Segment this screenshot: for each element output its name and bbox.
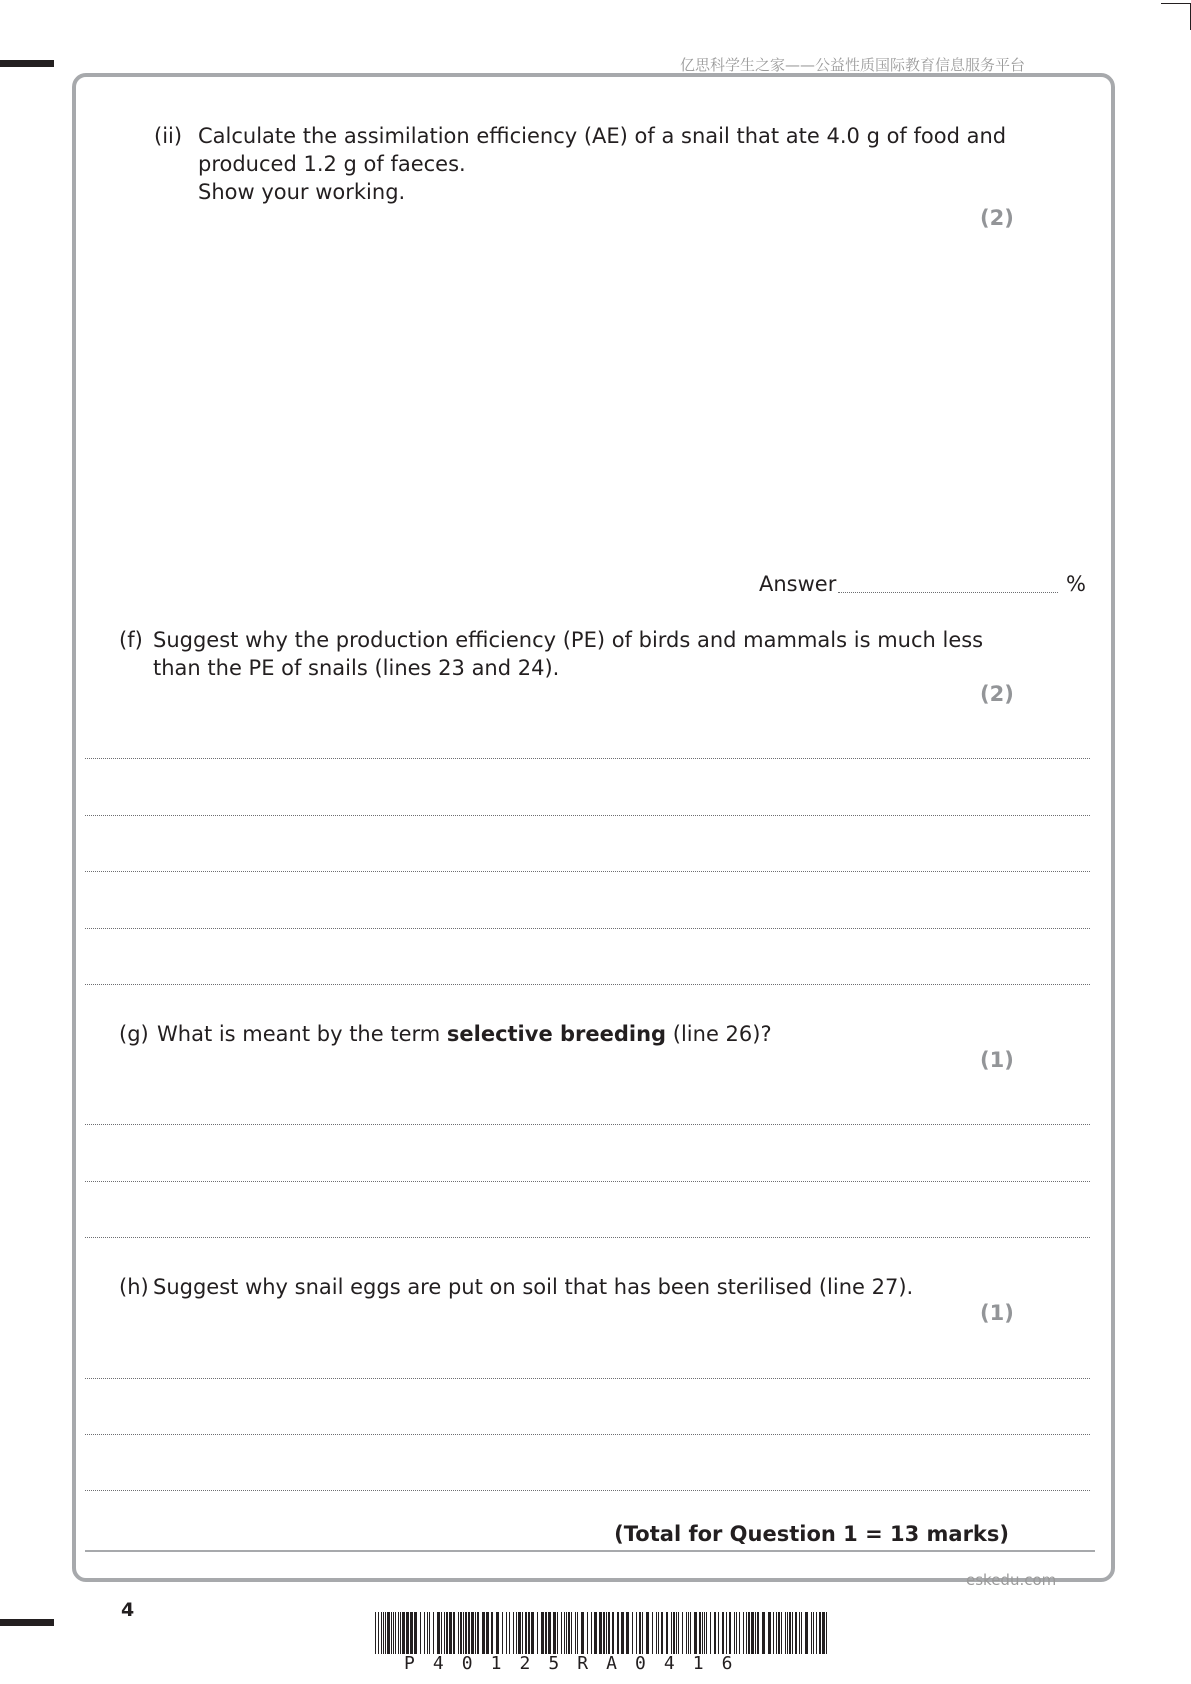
barcode-bar [424, 1612, 425, 1654]
barcode-bar [581, 1612, 584, 1654]
barcode-bar [822, 1612, 825, 1654]
barcode-bar [603, 1612, 605, 1654]
answer-line-f-3[interactable] [85, 871, 1090, 872]
barcode-bar [606, 1612, 607, 1654]
barcode-bar [528, 1612, 530, 1654]
answer-line-g-3[interactable] [85, 1237, 1090, 1238]
question-e-ii-line2: produced 1.2 g of faeces. [198, 152, 466, 176]
barcode-bar [813, 1612, 814, 1654]
barcode-bar [458, 1612, 459, 1654]
barcode-bar [414, 1612, 417, 1654]
barcode-bar [799, 1612, 800, 1654]
barcode-bar [599, 1612, 602, 1654]
barcode-bar [666, 1612, 668, 1654]
barcode-bar [718, 1612, 719, 1654]
barcode-bar [688, 1612, 689, 1654]
barcode-bar [518, 1612, 521, 1654]
barcode-bar [781, 1612, 782, 1654]
barcode-bar [757, 1612, 759, 1654]
edge-mark-top [0, 60, 54, 67]
barcode-bar [722, 1612, 724, 1654]
question-e-ii-line3: Show your working. [198, 180, 406, 204]
barcode-bar [676, 1612, 677, 1654]
question-e-ii-label: (ii) [154, 124, 183, 148]
barcode-bar [402, 1612, 405, 1654]
answer-line-f-2[interactable] [85, 815, 1090, 816]
barcode-bar [561, 1612, 562, 1654]
barcode-bar [671, 1612, 672, 1654]
barcode-bar [385, 1612, 386, 1654]
answer-line-h-2[interactable] [85, 1434, 1090, 1435]
barcode-bar [391, 1612, 392, 1654]
question-g-text-after: (line 26)? [666, 1022, 772, 1046]
barcode-bar [762, 1612, 765, 1654]
barcode-bar [475, 1612, 476, 1654]
barcode-bar [375, 1612, 376, 1654]
question-f-label: (f) [119, 628, 143, 652]
barcode-bar [381, 1612, 382, 1654]
barcode-bar [682, 1612, 683, 1654]
watermark-top: 亿思科学生之家——公益性质国际教育信息服务平台 [680, 56, 1026, 74]
barcode-bar [387, 1612, 390, 1654]
barcode-bar [816, 1612, 817, 1654]
barcode-bar [661, 1612, 663, 1654]
question-e-ii-line1: Calculate the assimilation efficiency (AE) of a snail that ate 4.0 g of food and [198, 124, 1007, 148]
barcode-bar [617, 1612, 619, 1654]
barcode-bar [486, 1612, 489, 1654]
barcode-bar [525, 1612, 527, 1654]
barcode-bar [429, 1612, 430, 1654]
barcode-bar [773, 1612, 774, 1654]
barcode-bar [699, 1612, 701, 1654]
barcode-bar [748, 1612, 750, 1654]
barcode-bar [513, 1612, 514, 1654]
barcode-bar [427, 1612, 428, 1654]
barcode-bar [437, 1612, 440, 1654]
barcode-bar [743, 1612, 744, 1654]
barcode-bar [608, 1612, 610, 1654]
barcode-bar [548, 1612, 551, 1654]
barcode-bar [463, 1612, 464, 1654]
barcode-bar [509, 1612, 510, 1654]
barcode-bar [571, 1612, 572, 1654]
barcode-bar [755, 1612, 756, 1654]
barcode-bar [768, 1612, 771, 1654]
barcode-bar [406, 1612, 409, 1654]
barcode-bar [736, 1612, 737, 1654]
barcode-bar [477, 1612, 479, 1654]
barcode-bar [575, 1612, 576, 1654]
barcode-bar [789, 1612, 791, 1654]
barcode-bar [646, 1612, 649, 1654]
barcode-bar [746, 1612, 747, 1654]
barcode-bar [587, 1612, 588, 1654]
answer-line-g-2[interactable] [85, 1181, 1090, 1182]
barcode-bar [656, 1612, 657, 1654]
watermark-bottom: eskedu.com [966, 1571, 1057, 1589]
answer-line-g-1[interactable] [85, 1124, 1090, 1125]
barcode-bar [795, 1612, 797, 1654]
barcode-bar [636, 1612, 637, 1654]
barcode-bar [516, 1612, 517, 1654]
barcode-bar [734, 1612, 735, 1654]
answer-input-line[interactable] [838, 592, 1058, 593]
barcode-bar [726, 1612, 727, 1654]
question-f-marks: (2) [980, 682, 1014, 706]
barcode-bar [545, 1612, 547, 1654]
barcode-bar [378, 1612, 379, 1654]
barcode-bar [632, 1612, 633, 1654]
answer-line-f-4[interactable] [85, 928, 1090, 929]
barcode [375, 1612, 827, 1654]
barcode-bar [553, 1612, 556, 1654]
barcode-bar [686, 1612, 687, 1654]
answer-label: Answer [759, 572, 837, 596]
answer-line-f-1[interactable] [85, 758, 1090, 759]
barcode-bar [652, 1612, 653, 1654]
barcode-bar [702, 1612, 703, 1654]
answer-line-f-5[interactable] [85, 984, 1090, 985]
answer-unit: % [1066, 572, 1086, 596]
answer-line-h-1[interactable] [85, 1378, 1090, 1379]
barcode-bar [778, 1612, 780, 1654]
question-h-marks: (1) [980, 1301, 1014, 1325]
barcode-bar [541, 1612, 544, 1654]
question-f-line1: Suggest why the production efficiency (PE) of birds and mammals is much less [153, 628, 984, 652]
barcode-bar [449, 1612, 452, 1654]
barcode-bar [594, 1612, 597, 1654]
barcode-bar [460, 1612, 462, 1654]
barcode-bar [591, 1612, 592, 1654]
barcode-bar [468, 1612, 470, 1654]
question-f-line2: than the PE of snails (lines 23 and 24). [153, 656, 560, 680]
total-marks: (Total for Question 1 = 13 marks) [614, 1522, 1009, 1546]
page-frame [72, 73, 1115, 1582]
barcode-bar [446, 1612, 448, 1654]
question-g-marks: (1) [980, 1048, 1014, 1072]
barcode-bar [383, 1612, 384, 1654]
question-e-ii-marks: (2) [980, 206, 1014, 230]
barcode-bar [465, 1612, 467, 1654]
barcode-bar [811, 1612, 812, 1654]
barcode-bar [557, 1612, 558, 1654]
barcode-bar [776, 1612, 777, 1654]
barcode-bar [433, 1612, 434, 1654]
barcode-bar [673, 1612, 675, 1654]
barcode-bar [626, 1612, 629, 1654]
total-divider [85, 1550, 1095, 1552]
barcode-bar [522, 1612, 523, 1654]
page-number: 4 [121, 1599, 135, 1621]
barcode-bar [453, 1612, 455, 1654]
barcode-bar [801, 1612, 802, 1654]
barcode-bar [496, 1612, 499, 1654]
barcode-bar [444, 1612, 445, 1654]
edge-mark-bottom [0, 1619, 54, 1626]
barcode-bar [710, 1612, 711, 1654]
barcode-bar [621, 1612, 624, 1654]
question-g-term: selective breeding [446, 1022, 667, 1046]
barcode-text: P 4 0 1 2 5 R A 0 4 1 6 [404, 1653, 737, 1674]
barcode-bar [739, 1612, 740, 1654]
barcode-bar [690, 1612, 691, 1654]
barcode-bar [787, 1612, 788, 1654]
barcode-bar [785, 1612, 786, 1654]
question-g-text [157, 1020, 772, 1048]
barcode-bar [506, 1612, 507, 1654]
barcode-bar [577, 1612, 578, 1654]
barcode-bar [639, 1612, 641, 1654]
question-h-text: Suggest why snail eggs are put on soil that has been sterilised (line 27). [153, 1275, 914, 1299]
question-h-label: (h) [119, 1275, 149, 1299]
barcode-bar [805, 1612, 808, 1654]
barcode-bar [502, 1612, 503, 1654]
barcode-bar [568, 1612, 570, 1654]
barcode-bar [658, 1612, 659, 1654]
barcode-bar [564, 1612, 565, 1654]
barcode-bar [826, 1612, 827, 1654]
barcode-bar [398, 1612, 399, 1654]
barcode-bar [566, 1612, 567, 1654]
barcode-bar [471, 1612, 474, 1654]
barcode-bar [393, 1612, 394, 1654]
barcode-bar [694, 1612, 697, 1654]
question-g-text-before: What is meant by the term [157, 1022, 447, 1046]
barcode-bar [482, 1612, 485, 1654]
barcode-bar [491, 1612, 493, 1654]
barcode-bar [819, 1612, 821, 1654]
question-g-label: (g) [119, 1022, 149, 1046]
barcode-bar [714, 1612, 716, 1654]
barcode-bar [792, 1612, 793, 1654]
barcode-bar [410, 1612, 413, 1654]
barcode-bar [706, 1612, 707, 1654]
barcode-bar [729, 1612, 731, 1654]
answer-line-h-3[interactable] [85, 1490, 1090, 1491]
barcode-bar [642, 1612, 643, 1654]
barcode-bar [751, 1612, 754, 1654]
barcode-bar [395, 1612, 396, 1654]
barcode-bar [400, 1612, 401, 1654]
barcode-bar [420, 1612, 421, 1654]
barcode-bar [612, 1612, 614, 1654]
barcode-bar [537, 1612, 538, 1654]
barcode-bar [441, 1612, 442, 1654]
barcode-bar [531, 1612, 534, 1654]
barcode-bar [704, 1612, 705, 1654]
barcode-bar [678, 1612, 679, 1654]
crop-mark [1161, 0, 1191, 30]
